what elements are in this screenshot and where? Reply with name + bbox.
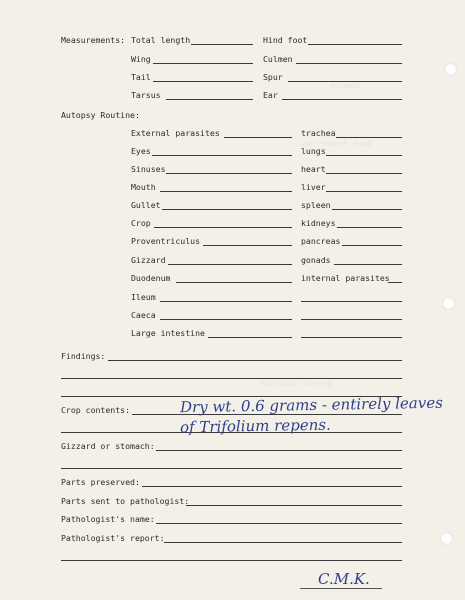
autopsy-line[interactable]	[334, 264, 402, 265]
gizzard-stomach-label: Gizzard or stomach:	[61, 441, 155, 451]
binder-hole-middle	[442, 297, 455, 310]
autopsy-item-ileum: Ileum	[131, 292, 156, 302]
gizzard-stomach-line[interactable]	[61, 468, 402, 469]
signature-initials: C.M.K.	[318, 570, 370, 588]
autopsy-item-mouth: Mouth	[131, 182, 156, 192]
autopsy-line[interactable]	[326, 155, 402, 156]
spur-label: Spur	[263, 72, 283, 82]
parts-sent-line[interactable]	[186, 505, 402, 506]
autopsy-item-lungs: lungs	[301, 146, 326, 156]
pathologist-report-line[interactable]	[164, 542, 402, 543]
binder-hole-bottom	[440, 532, 453, 545]
autopsy-item-pancreas: pancreas	[301, 236, 341, 246]
crop-contents-handwriting-line1: Dry wt. 0.6 grams - entirely leaves	[179, 393, 443, 417]
parts-preserved-label: Parts preserved:	[61, 477, 140, 487]
tail-line[interactable]	[153, 81, 253, 82]
autopsy-line[interactable]	[326, 191, 402, 192]
pathologist-report-label: Pathologist's report:	[61, 533, 165, 543]
autopsy-item-eyes: Eyes	[131, 146, 151, 156]
findings-label: Findings:	[61, 351, 106, 361]
crop-contents-label: Crop contents:	[61, 405, 131, 415]
parts-preserved-line[interactable]	[142, 486, 402, 487]
tail-label: Tail	[131, 72, 151, 82]
autopsy-item-gizzard: Gizzard	[131, 255, 166, 265]
autopsy-item-trachea: trachea	[301, 128, 336, 138]
autopsy-item-caeca: Caeca	[131, 310, 156, 320]
measurements-heading: Measurements:	[61, 35, 126, 45]
culmen-line[interactable]	[296, 63, 402, 64]
autopsy-item-heart: heart	[301, 164, 326, 174]
autopsy-line[interactable]	[208, 337, 292, 338]
autopsy-item-spleen: spleen	[301, 200, 331, 210]
findings-line[interactable]	[61, 378, 402, 379]
autopsy-line[interactable]	[168, 264, 292, 265]
hind-foot-label: Hind foot	[263, 35, 308, 45]
autopsy-line[interactable]	[224, 137, 292, 138]
total-length-label: Total length	[131, 35, 191, 45]
autopsy-item-internal-parasites: internal parasites	[301, 273, 390, 283]
hind-foot-line[interactable]	[308, 44, 402, 45]
autopsy-item-proventriculus: Proventriculus	[131, 236, 201, 246]
ear-label: Ear	[263, 90, 278, 100]
signature-line	[300, 588, 382, 589]
autopsy-line[interactable]	[160, 191, 292, 192]
autopsy-item-gonads: gonads	[301, 255, 331, 265]
pathologist-report-line[interactable]	[61, 560, 402, 561]
autopsy-line[interactable]	[301, 319, 402, 320]
autopsy-line[interactable]	[176, 282, 292, 283]
crop-contents-handwriting-line2: of Trifolium repens.	[179, 415, 331, 437]
parts-sent-label: Parts sent to pathologist:	[61, 496, 190, 506]
bleed-through-text: general condition	[260, 380, 332, 388]
autopsy-line[interactable]	[337, 227, 402, 228]
total-length-line[interactable]	[191, 44, 253, 45]
autopsy-item-large-intestine: Large intestine	[131, 328, 205, 338]
autopsy-item-kidneys: kidneys	[301, 218, 336, 228]
autopsy-line[interactable]	[342, 245, 402, 246]
autopsy-line[interactable]	[160, 319, 292, 320]
autopsy-heading: Autopsy Routine:	[61, 110, 140, 120]
autopsy-line[interactable]	[166, 173, 292, 174]
autopsy-line[interactable]	[203, 245, 292, 246]
bleed-through-text: Species	[330, 82, 360, 90]
tarsus-line[interactable]	[166, 99, 253, 100]
autopsy-item-sinuses: Sinuses	[131, 164, 166, 174]
autopsy-line[interactable]	[332, 209, 402, 210]
ear-line[interactable]	[282, 99, 402, 100]
gizzard-stomach-line[interactable]	[156, 450, 402, 451]
wing-line[interactable]	[153, 63, 253, 64]
autopsy-item-duodenum: Duodenum	[131, 273, 171, 283]
autopsy-line[interactable]	[154, 227, 292, 228]
autopsy-item-gullet: Gullet	[131, 200, 161, 210]
culmen-label: Culmen	[263, 54, 293, 64]
spur-line[interactable]	[288, 81, 402, 82]
autopsy-line[interactable]	[301, 337, 402, 338]
autopsy-line[interactable]	[326, 173, 402, 174]
pathologist-name-label: Pathologist's name:	[61, 514, 155, 524]
pathologist-name-line[interactable]	[156, 523, 402, 524]
tarsus-label: Tarsus	[131, 90, 161, 100]
autopsy-item-crop: Crop	[131, 218, 151, 228]
autopsy-line[interactable]	[162, 209, 292, 210]
autopsy-line[interactable]	[388, 282, 402, 283]
bleed-through-text: Date, feather-sex	[300, 140, 372, 148]
wing-label: Wing	[131, 54, 151, 64]
autopsy-line[interactable]	[336, 137, 402, 138]
autopsy-line[interactable]	[160, 301, 292, 302]
autopsy-line[interactable]	[152, 155, 292, 156]
autopsy-item-liver: liver	[301, 182, 326, 192]
autopsy-item-external-parasites: External parasites	[131, 128, 220, 138]
binder-hole-top	[444, 63, 457, 76]
autopsy-line[interactable]	[301, 301, 402, 302]
findings-line[interactable]	[108, 360, 402, 361]
